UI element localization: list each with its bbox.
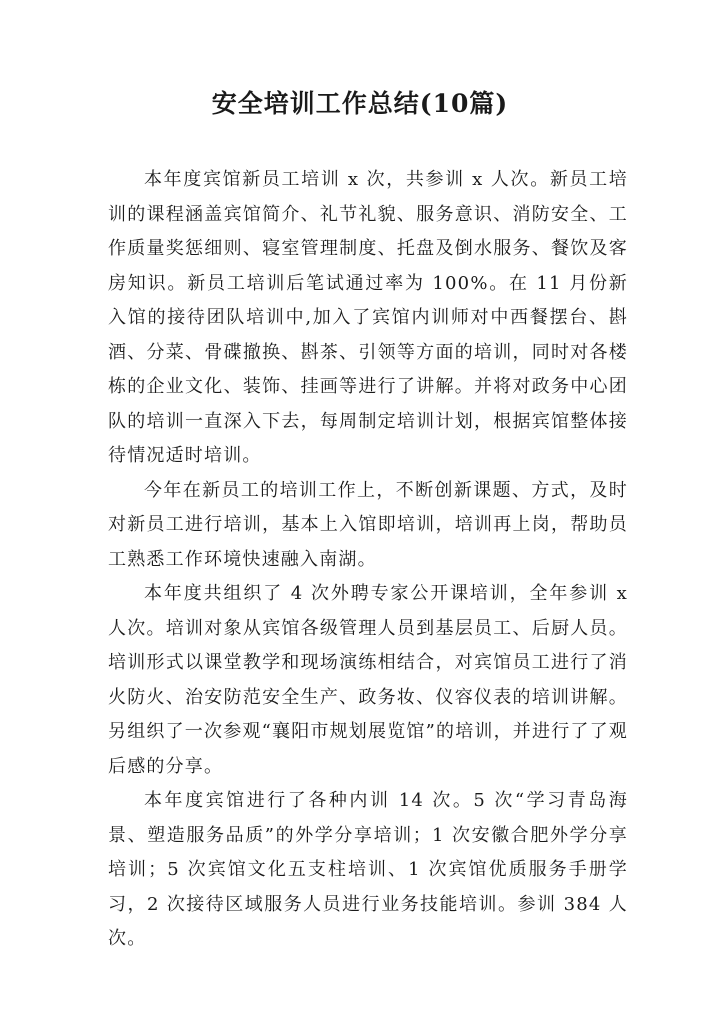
paragraph-internal-training: 本年度宾馆进行了各种内训 14 次。5 次“学习青岛海景、塑造服务品质”的外学分享培训；1 次安徽合肥外学分享培训；5 次宾馆文化五支柱培训、1 次宾馆优质服务手册学习，2 次接待区域服务人员进行业务技能培训。参训 384 人次。	[108, 790, 628, 949]
paragraph-innovation: 今年在新员工的培训工作上，不断创新课题、方式，及时对新员工进行培训，基本上入馆即培训，培训再上岗，帮助员工熟悉工作环境快速融入南湖。	[108, 479, 628, 570]
paragraph-expert-courses: 本年度共组织了 4 次外聘专家公开课培训，全年参训 x 人次。培训对象从宾馆各级管理人员到基层员工、后厨人员。培训形式以课堂教学和现场演练相结合，对宾馆员工进行了消火防火、治安防范安全生产、政务妆、仪容仪表的培训讲解。另组织了一次参观“襄阳市规划展览馆”的培训，并进行了了观后感的分享。	[108, 583, 629, 777]
document-title: 安全培训工作总结(10篇)	[211, 89, 509, 118]
paragraph-new-staff-training: 本年度宾馆新员工培训 x 次，共参训 x 人次。新员工培训的课程涵盖宾馆简介、礼节礼貌、服务意识、消防安全、工作质量奖惩细则、寝室管理制度、托盘及倒水服务、餐饮及客房知识。新员工培训后笔试通过率为 100%。在 11 月份新入馆的接待团队培训中,加入了宾馆内训师对中西餐摆台、斟酒、分菜、骨碟撤换、斟茶、引领等方面的培训，同时对各楼栋的企业文化、装饰、挂画等进行了讲解。并将对政务中心团队的培训一直深入下去，每周制定培训计划，根据宾馆整体接待情况适时培训。	[108, 169, 628, 466]
document-body	[108, 163, 628, 957]
